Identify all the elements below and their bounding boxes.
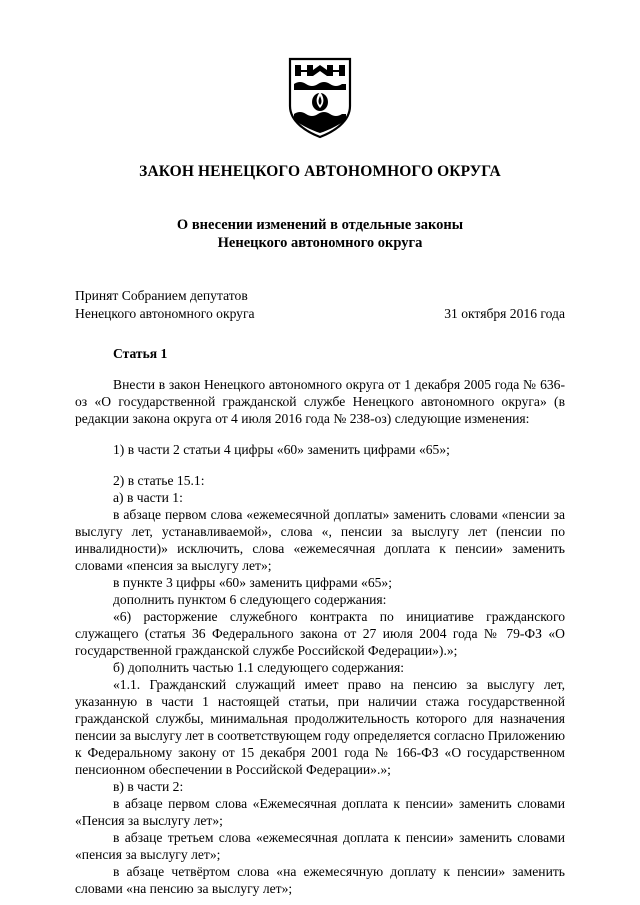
adopted-by-line: Принят Собранием депутатов — [75, 288, 248, 303]
article-body — [75, 376, 565, 897]
paragraph: б) дополнить частью 1.1 следующего содержания: — [113, 660, 404, 675]
paragraph: 1) в части 2 статьи 4 цифры «60» заменить цифрами «65»; — [113, 442, 450, 457]
subtitle-line: Ненецкого автономного округа — [217, 235, 423, 251]
paragraph: 2) в статье 15.1: — [113, 473, 205, 488]
paragraph: в пункте 3 цифры «60» заменить цифрами «65»; — [113, 575, 392, 590]
adoption-block — [75, 287, 565, 323]
coat-of-arms-emblem — [287, 56, 353, 140]
paragraph: в абзаце первом слова «ежемесячной доплаты» заменить словами «пенсии за выслугу лет, устанавливаемой», слова «, пенсии за выслугу лет (пенсии по инвалидности)» исключить, слова «ежемесячная доплата к пенсии» заменить словами «пенсия за выслугу лет»; — [75, 507, 565, 573]
paragraph: в) в части 2: — [113, 779, 184, 794]
paragraph: «6) расторжение служебного контракта по инициативе гражданского служащего (статья 36 Федерального закона от 27 июля 2004 года № 79-ФЗ «О государственной гражданской службе Российской Федерации»).»; — [75, 609, 565, 658]
law-title: ЗАКОН НЕНЕЦКОГО АВТОНОМНОГО ОКРУГА — [139, 163, 501, 180]
paragraph: «1.1. Гражданский служащий имеет право на пенсию за выслугу лет, указанную в части 1 настоящей статьи, при наличии стажа государственной гражданской службы, минимальная продолжительность которого для назначения пенсии за выслугу лет в соответствующем году определяется согласно Приложению к Федеральному закону от 15 декабря 2001 года № 166-ФЗ «О государственном пенсионном обеспечении в Российской Федерации».»; — [75, 677, 565, 777]
paragraph: в абзаце четвёртом слова «на ежемесячную доплату к пенсии» заменить словами «на пенсию за выслугу лет»; — [75, 864, 565, 896]
subtitle-line: О внесении изменений в отдельные законы — [176, 217, 464, 233]
article-heading: Статья 1 — [113, 346, 168, 361]
law-subtitle — [0, 216, 640, 252]
paragraph: в абзаце первом слова «Ежемесячная доплата к пенсии» заменить словами «Пенсия за выслугу лет»; — [75, 796, 565, 828]
paragraph: Внести в закон Ненецкого автономного округа от 1 декабря 2005 года № 636-оз «О государственной гражданской службе Ненецкого автономного округа» (в редакции закона округа от 4 июля 2016 года № 238-оз) следующие изменения: — [75, 377, 565, 426]
adoption-date: 31 октября 2016 года — [444, 306, 565, 321]
paragraph: а) в части 1: — [113, 490, 183, 505]
paragraph: в абзаце третьем слова «ежемесячная доплата к пенсии» заменить словами «пенсия за выслугу лет»; — [75, 830, 565, 862]
paragraph: дополнить пунктом 6 следующего содержания: — [113, 592, 387, 607]
adopted-by-line: Ненецкого автономного округа — [75, 306, 255, 321]
